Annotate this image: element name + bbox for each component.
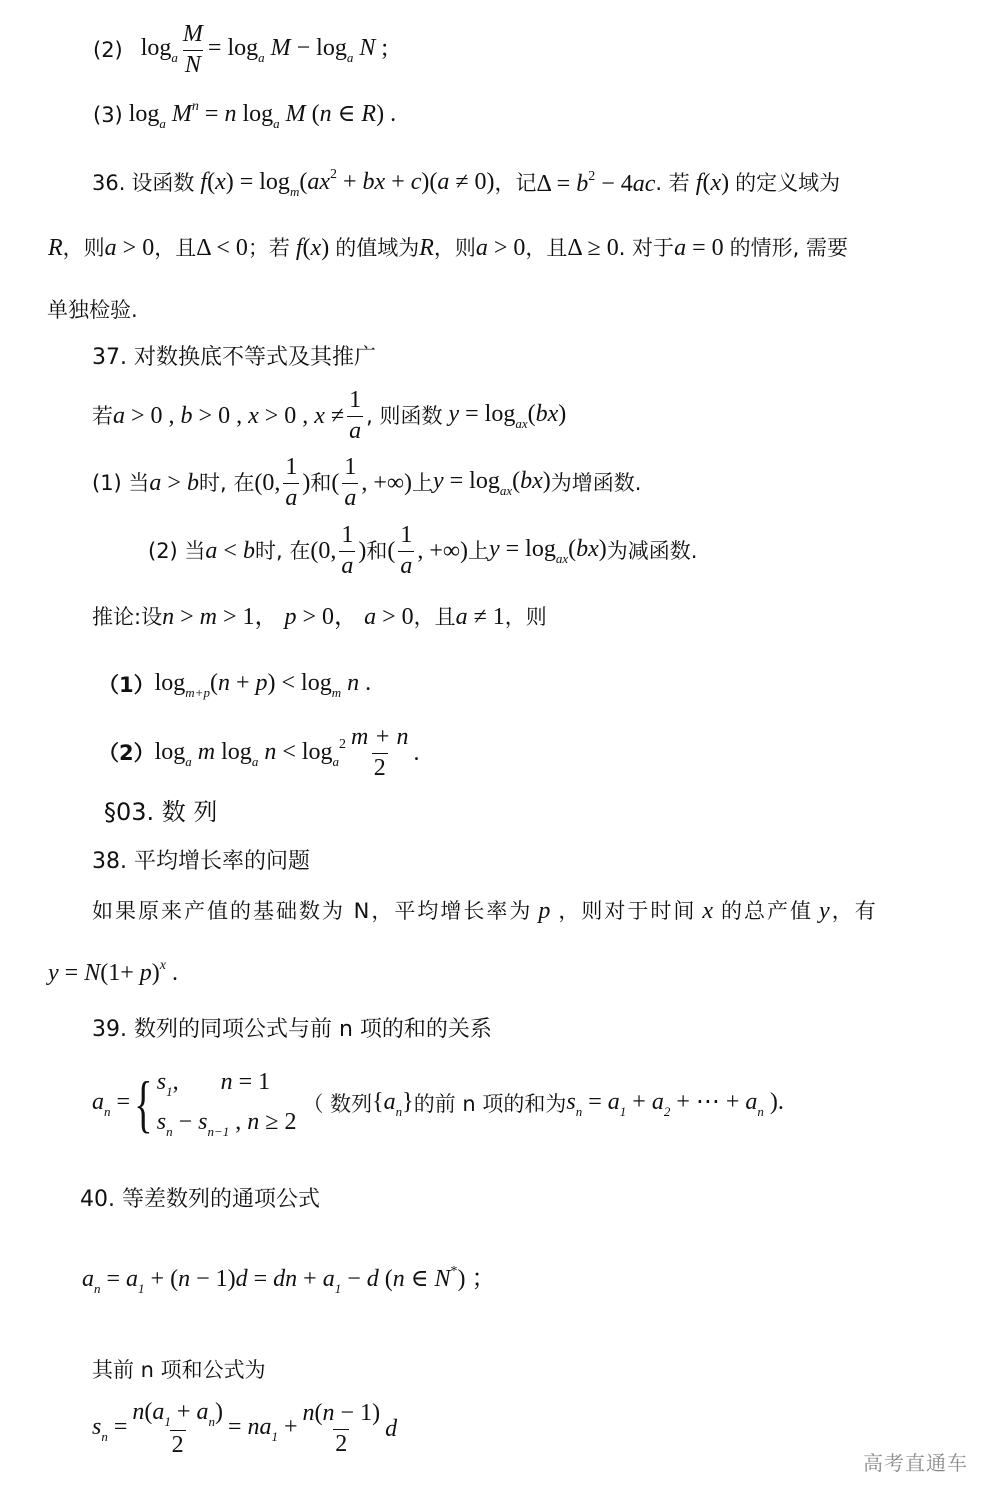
- text: ，记: [494, 170, 537, 195]
- text: ，则: [504, 604, 547, 629]
- formula: Δ < 0: [196, 235, 248, 261]
- formula: y: [819, 898, 832, 924]
- heading-text: 37. 对数换底不等式及其推广: [92, 345, 376, 370]
- formula: p: [538, 898, 553, 924]
- item-36-line-3: [47, 297, 138, 323]
- formula: $\log_a m$ $\log_a n < \log_a^2$: [154, 737, 347, 769]
- item-40-sum-formula: [92, 1398, 397, 1460]
- formula: f(x): [695, 170, 730, 196]
- rule-label: (2): [93, 37, 123, 62]
- text: . 对于: [618, 235, 675, 260]
- text: （ 数列: [302, 1091, 373, 1116]
- text: 的情形, 需要: [729, 235, 848, 260]
- heading-text: 39. 数列的同项公式与前 n 项的和的关系: [92, 1017, 492, 1042]
- formula: $y = N(1+ p)^x$ .: [48, 958, 178, 986]
- text: (1) 当: [92, 470, 150, 495]
- formula: (0,: [310, 538, 337, 564]
- item-38-formula: [48, 957, 178, 987]
- text: 为减函数.: [606, 538, 698, 563]
- formula: a < b: [205, 538, 255, 564]
- text: ，则: [433, 235, 476, 260]
- formula: $y = \log_{ax}(bx)$: [432, 468, 551, 498]
- formula: Δ ≥ 0: [567, 235, 619, 261]
- formula: R: [48, 235, 63, 261]
- corollary-label: （1）: [98, 672, 155, 697]
- heading-text: §03. 数 列: [104, 798, 218, 826]
- item-40-title: [80, 1187, 320, 1213]
- formula: d: [385, 1416, 398, 1442]
- item-38-title: [92, 849, 310, 875]
- text: (2) 当: [148, 538, 206, 563]
- fraction: $\frac{1}{a}$: [285, 454, 298, 511]
- formula: a > 0: [104, 235, 155, 261]
- formula: (0,: [254, 470, 281, 496]
- formula: $\log_a$: [140, 35, 178, 65]
- text: 如果原来产值的基础数为 N，平均增长率为: [92, 898, 533, 923]
- heading-text: 40. 等差数列的通项公式: [80, 1187, 320, 1212]
- formula: x: [702, 898, 716, 924]
- fraction: $\frac{M}{N}$: [182, 21, 203, 78]
- text: ，且: [413, 604, 456, 629]
- formula: n > m > 1， p > 0， a > 0: [162, 604, 414, 630]
- formula: = $na_1$ +: [227, 1414, 298, 1444]
- formula: $a_n$ =: [92, 1089, 131, 1119]
- fraction: $\frac{n(a_1 + a_n)}{2}$: [132, 1398, 223, 1459]
- formula: $s_n = a_1 + a_2$ + ⋯ + $a_n$ ).: [566, 1089, 784, 1119]
- text: 的定义域为: [735, 170, 841, 195]
- text: 和: [366, 538, 388, 563]
- formula: $s_n$ =: [92, 1414, 128, 1444]
- item-38-line-1: [92, 896, 878, 926]
- formula: a = 0: [674, 235, 724, 261]
- fraction: $\frac{1}{a}$: [400, 522, 413, 579]
- fraction: $\frac{1}{a}$: [341, 522, 354, 579]
- formula: $\Delta = b^2 - 4ac$: [536, 169, 656, 197]
- item-37-premise: [92, 385, 566, 447]
- formula: $y = \log_{ax}(bx)$: [448, 401, 567, 431]
- text: 其前 n 项和公式为: [92, 1357, 266, 1382]
- corollary-1: [98, 670, 371, 700]
- item-37-case-2: (2) 当 a < b 时, 在 (0, $\frac{1}{a}$ ) 和 ( $\frac{1}{a}$ , +∞) 上 $y = \log_{ax}(bx)$ 为减函数.: [148, 522, 698, 579]
- heading-text: 38. 平均增长率的问题: [92, 849, 310, 874]
- text: 设函数: [131, 170, 195, 195]
- item-number: 36.: [92, 170, 126, 195]
- watermark: 高考直通车: [863, 1451, 968, 1475]
- item-39-formula: [92, 1066, 784, 1142]
- text: , 则函数: [366, 403, 443, 428]
- text: ，且: [154, 235, 197, 260]
- text: 推论:设: [92, 604, 163, 629]
- item-40-sum-intro: [92, 1357, 266, 1383]
- fraction: $\frac{1}{a}$: [349, 387, 362, 444]
- fraction: $\frac{m + n}{2}$: [351, 724, 409, 781]
- formula: = $\log_a M - \log_a N$ ;: [207, 35, 389, 65]
- rule-label: (3): [93, 102, 123, 127]
- formula: $\{a_n\}$: [372, 1089, 414, 1119]
- brace: {: [134, 1068, 153, 1139]
- text: 上: [411, 470, 433, 495]
- text: 单独检验.: [47, 297, 138, 322]
- fraction: $\frac{1}{a}$: [344, 454, 357, 511]
- corollary-2: （2） $\log_a m$ $\log_a n < \log_a^2$ $\frac{m + n}{2}$ .: [98, 724, 420, 781]
- text: 时, 在: [198, 470, 255, 495]
- formula: $f(x) = \log_m(ax^2$ + bx + c)(a ≠ 0): [200, 167, 495, 199]
- text: 若: [92, 403, 113, 428]
- formula: $\log_{m+p}(n + p) < \log_m n$ .: [154, 670, 372, 700]
- text: 的值域为: [335, 235, 420, 260]
- log-rule-2: [93, 22, 388, 78]
- log-rule-3: [93, 100, 396, 130]
- text: ，有: [831, 898, 878, 923]
- item-36-line-2: [48, 233, 848, 263]
- formula: $y = \log_{ax}(bx)$: [488, 536, 607, 566]
- text: 时, 在: [254, 538, 311, 563]
- text: . 若: [655, 170, 690, 195]
- text: 的总产值: [721, 898, 814, 923]
- formula: f(x): [295, 235, 330, 261]
- item-40-formula: [82, 1265, 496, 1295]
- item-36-line-1: [92, 168, 840, 198]
- corollary-label: （2）: [98, 740, 155, 765]
- formula: a > b: [149, 470, 199, 496]
- section-title: [104, 797, 217, 827]
- text: ，则对于时间: [558, 898, 697, 923]
- formula: a ≠ 1: [455, 604, 505, 630]
- formula: a > 0: [475, 235, 526, 261]
- text: ，且: [525, 235, 568, 260]
- text: 为增函数.: [550, 470, 642, 495]
- piecewise-cases: $s_1$, n = 1 $s_n - s_{n-1}$ , n ≥ 2: [156, 1069, 297, 1139]
- corollary-intro: [92, 603, 547, 631]
- text: ；若: [247, 235, 290, 260]
- formula: $\log_a M^n = n$ $\log_a M$ (n ∈ R) .: [128, 99, 397, 131]
- text: ，则: [62, 235, 105, 260]
- item-39-title: [92, 1017, 492, 1043]
- item-37-title: [92, 345, 376, 371]
- item-37-case-1: (1) 当 a > b 时, 在 (0, $\frac{1}{a}$ ) 和 ( $\frac{1}{a}$ , +∞) 上 $y = \log_{ax}(bx)$ 为增函数.: [92, 454, 642, 511]
- text: 上: [467, 538, 489, 563]
- formula: a > 0 , b > 0 , x > 0 , x ≠: [113, 403, 345, 429]
- formula: $a_n = a_1 + (n - 1)d$ = dn + $a_1 - d$ (n ∈ N*) ；: [82, 1264, 496, 1296]
- formula: R: [419, 235, 434, 261]
- fraction: $\frac{n(n - 1)}{2}$: [302, 1400, 381, 1457]
- text: 和: [310, 470, 332, 495]
- text: 的前 n 项的和为: [413, 1091, 567, 1116]
